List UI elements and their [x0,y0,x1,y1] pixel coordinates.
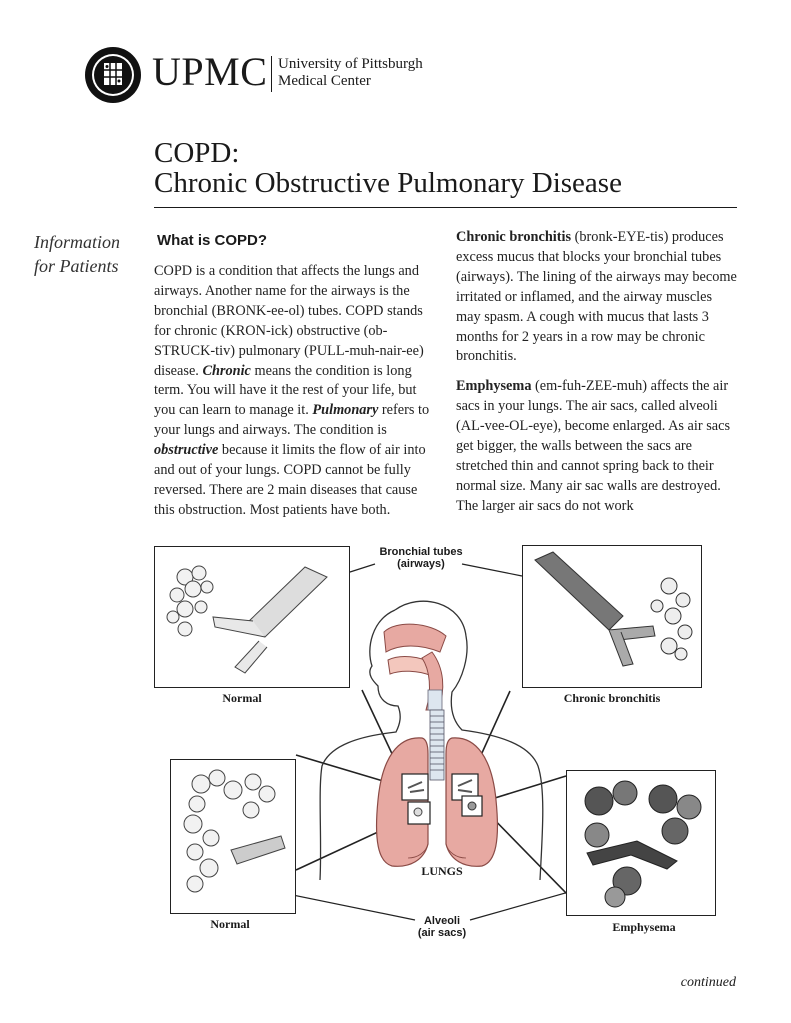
term-chronic-bronchitis: Chronic bronchitis [456,229,572,245]
caption-chronic-bronchitis: Chronic bronchitis [563,691,661,705]
upper-airway [384,624,446,710]
term-chronic: Chronic [202,362,251,379]
term-emphysema: Emphysema [456,378,532,395]
caption-emphysema: Emphysema [612,920,676,934]
caption-normal-bottom: Normal [210,917,250,931]
alveoli-label [402,915,482,939]
bronchial-tubes-label [366,546,476,570]
normal-alveoli-panel [170,759,296,914]
intro-text-a: COPD is a condition that affects the lungs and airways. Another name for the airways is the bronchial (BRONK-ee-ol) tubes. COPD stands for chronic (KRON-ick) obstructive (ob-STRUCK-tiv) pulmonary (PULL-muh-nair-ee) disease. [154,263,424,379]
section-heading: What is COPD? [157,232,268,249]
intro-paragraph [154,262,436,521]
page-title [154,138,622,198]
lungs-label: LUNGS [421,864,463,878]
sidebar-label [34,230,120,278]
title-rule [154,207,737,208]
trachea [430,710,444,780]
chronic-bronchitis-paragraph [456,228,739,367]
chronic-bronchitis-text: (bronk-EYE-tis) produces excess mucus that blocks your bronchial tubes (airways). The lining of the airways may become irritated or inflamed, and the airway muscles may spasm. A cough with mucus that lasts 3 months for 2 years in a row may be chronic bronchitis. [456,229,737,365]
brand-subtitle-line2: Medical Center [278,73,371,89]
normal-bronchial-tube-panel [154,546,350,688]
chronic-bronchitis-illustration [523,546,700,686]
intro-text-b: means the condition is long term. You will have it the rest of your life, but you can learn to manage it. [154,362,417,419]
emphysema-text: (em-fuh-ZEE-muh) affects the air sacs in your lungs. The air sacs, called alveoli (AL-vee-OL-eye), become enlarged. As air sacs get bigger, the walls between the sacs are stretched thin and cannot spring back to their normal size. Many air sac walls are destroyed. The larger air sacs do not work [456,378,731,514]
page-title-line1: COPD: [154,137,240,169]
brand-logo-text: UPMC [152,49,268,94]
alveoli-label-line1: Alveoli [423,915,461,927]
alveoli-label-line2: (air sacs) [417,927,467,939]
normal-bronchial-tube-illustration [155,547,348,686]
intro-text-c: refers to your lungs and airways. The condition is [154,402,430,439]
page-title-line2: Chronic Obstructive Pulmonary Disease [154,167,622,199]
sidebar-line1: Information [34,232,121,252]
bronchial-tubes-label-line1: Bronchial tubes [379,546,463,558]
right-column [456,228,739,517]
term-obstructive: obstructive [154,442,219,459]
brand-subtitle-line1: University of Pittsburgh [278,56,423,72]
emphysema-illustration [567,771,714,914]
term-pulmonary: Pulmonary [312,402,379,419]
university-seal-logo [84,46,142,104]
continued-note: continued [680,975,736,990]
intro-text-d: because it limits the flow of air into and out of your lungs. COPD cannot be fully reversed. There are 2 main diseases that cause this obstruction. Most patients have both. [154,442,426,518]
chronic-bronchitis-panel [522,545,702,688]
emphysema-paragraph [456,377,739,516]
caption-normal-top: Normal [222,691,262,705]
emphysema-panel [566,770,716,916]
normal-alveoli-illustration [171,760,294,912]
lung-inset-boxes [402,774,482,824]
brand-divider [271,56,272,92]
brand-subtitle [278,56,423,90]
bronchial-tubes-label-line2: (airways) [397,558,445,570]
sidebar-line2: for Patients [34,256,119,276]
